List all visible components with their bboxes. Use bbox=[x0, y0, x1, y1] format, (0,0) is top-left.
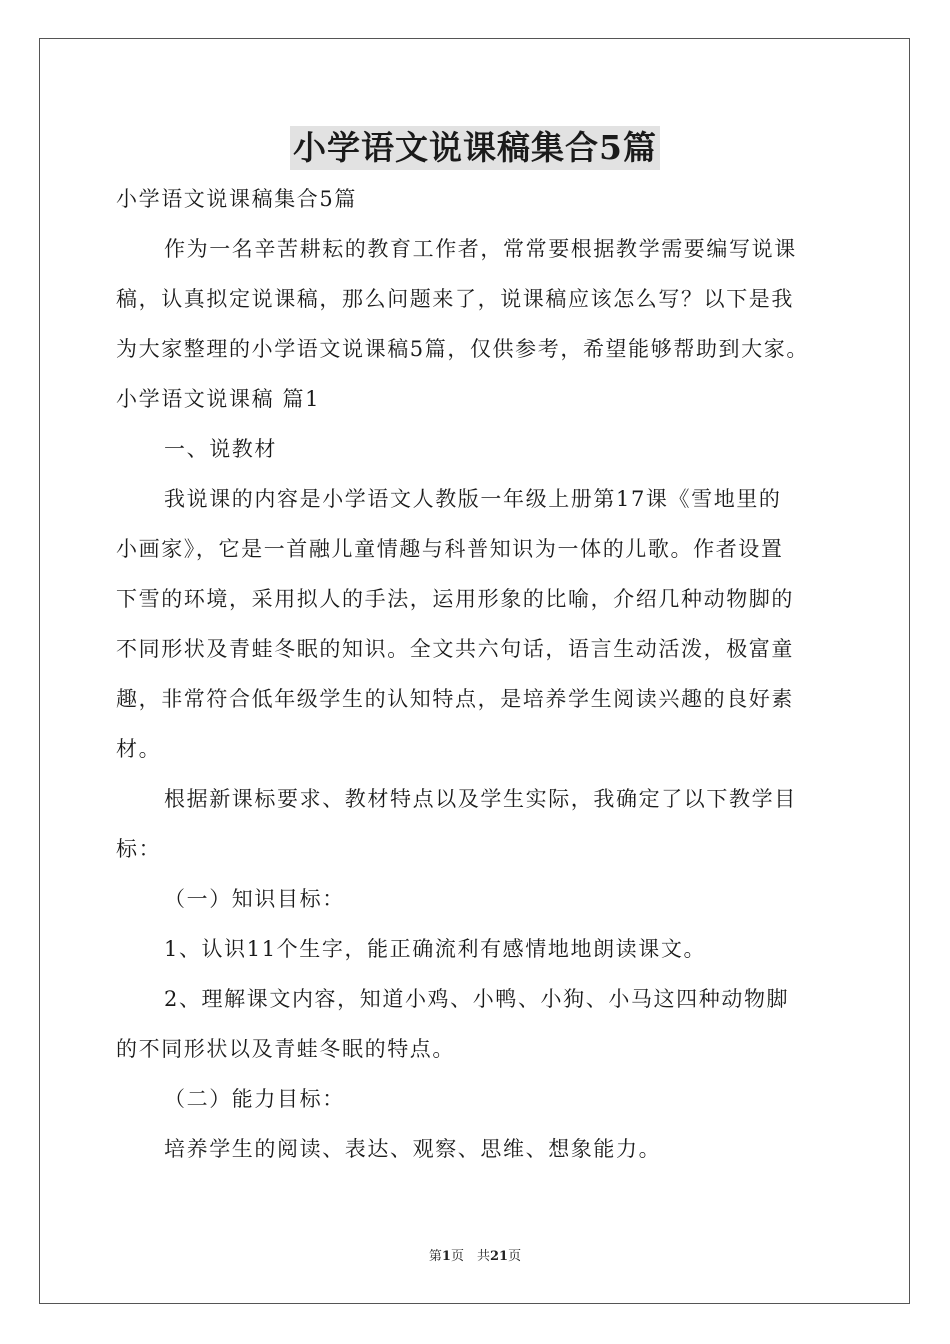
page-suffix: 页 bbox=[508, 1249, 522, 1264]
paragraph-line: 为大家整理的小学语文说课稿5篇，仅供参考，希望能够帮助到大家。 bbox=[116, 337, 809, 361]
subtitle-line: 小学语文说课稿集合5篇 bbox=[116, 187, 357, 211]
paragraph-line: 作为一名辛苦耕耘的教育工作者，常常要根据教学需要编写说课 bbox=[164, 237, 797, 261]
paragraph-line: 根据新课标要求、教材特点以及学生实际，我确定了以下教学目 bbox=[164, 787, 797, 811]
list-item-continuation: 的不同形状以及青蛙冬眠的特点。 bbox=[116, 1037, 455, 1061]
total-pages-number: 21 bbox=[489, 1249, 509, 1264]
goal-heading: （二）能力目标： bbox=[164, 1087, 345, 1111]
page-border bbox=[39, 38, 910, 1304]
page-prefix: 第 bbox=[428, 1249, 442, 1264]
goal-heading: （一）知识目标： bbox=[164, 887, 345, 911]
list-item: 2、理解课文内容，知道小鸡、小鸭、小狗、小马这四种动物脚 bbox=[164, 987, 790, 1011]
paragraph-line: 材。 bbox=[116, 737, 162, 761]
paragraph-line: 趣，非常符合低年级学生的认知特点，是培养学生阅读兴趣的良好素 bbox=[116, 687, 794, 711]
document-title: 小学语文说课稿集合5篇 bbox=[290, 126, 660, 170]
paragraph-line: 不同形状及青蛙冬眠的知识。全文共六句话，语言生动活泼，极富童 bbox=[116, 637, 794, 661]
list-item: 1、认识11个生字，能正确流利有感情地地朗读课文。 bbox=[164, 937, 707, 961]
current-page-number: 1 bbox=[441, 1249, 451, 1264]
paragraph-line: 标： bbox=[116, 837, 162, 861]
title-wrapper bbox=[0, 126, 950, 170]
paragraph-line: 下雪的环境，采用拟人的手法，运用形象的比喻，介绍几种动物脚的 bbox=[116, 587, 794, 611]
page-mid-text: 页 共 bbox=[450, 1249, 490, 1264]
subsection-heading: 一、说教材 bbox=[164, 437, 277, 461]
paragraph-line: 我说课的内容是小学语文人教版一年级上册第17课《雪地里的 bbox=[164, 487, 782, 511]
section-heading: 小学语文说课稿 篇1 bbox=[116, 387, 321, 411]
paragraph-line: 小画家》，它是一首融儿童情趣与科普知识为一体的儿歌。作者设置 bbox=[116, 537, 784, 561]
paragraph-line: 培养学生的阅读、表达、观察、思维、想象能力。 bbox=[164, 1137, 662, 1161]
page-footer bbox=[0, 1248, 950, 1266]
paragraph-line: 稿，认真拟定说课稿，那么问题来了，说课稿应该怎么写？以下是我 bbox=[116, 287, 794, 311]
